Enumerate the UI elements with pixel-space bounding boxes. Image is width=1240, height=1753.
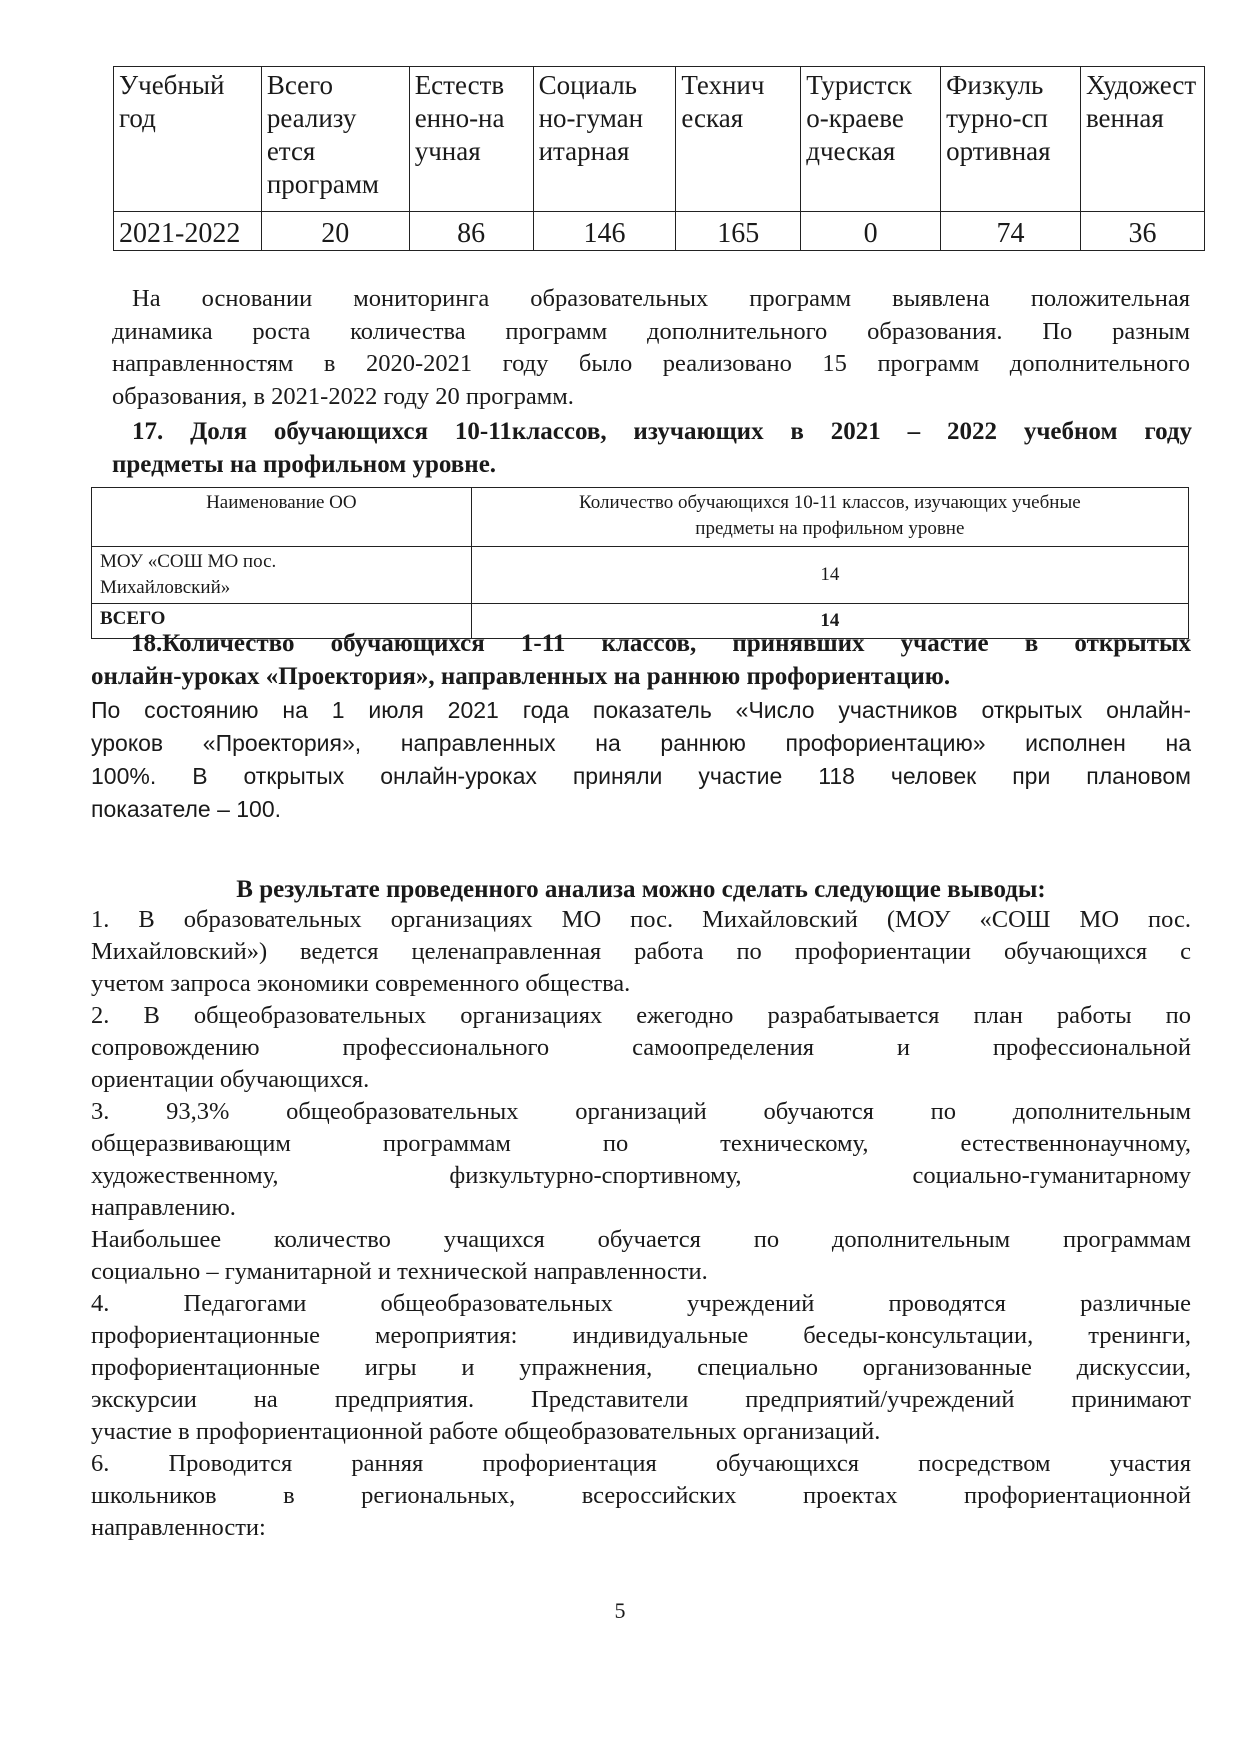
text-line: Михайловский») ведется целенаправленная работа по профориентации обучающихся с [91,938,1191,965]
header-cell-sport: Физкуль турно-сп ортивная [941,67,1081,212]
text-line: По состоянию на 1 июля 2021 года показатель «Число участников открытых онлайн- [91,697,1191,723]
header-text: Количество обучающихся 10-11 классов, изучающих учебные [579,492,1081,513]
text-line: профориентационные игры и упражнения, специально организованные дискуссии, [91,1354,1191,1381]
total-label-cell: ВСЕГО [92,604,472,639]
text-line: направленностям в 2020-2021 году было реализовано 15 программ дополнительного [112,350,1190,377]
text-line: учетом запроса экономики современного общества. [91,970,631,997]
conclusion-item [91,1448,1191,1544]
text-line: социально – гуманитарной и технической направленности. [91,1258,708,1285]
section-17-heading [112,416,1192,481]
text-line: На основании мониторинга образовательных программ выявлена положительная [132,285,1190,312]
text-line: 17. Доля обучающихся 10-11классов, изучающих в 2021 – 2022 учебном году [132,418,1192,445]
table-cell: 146 [533,212,676,251]
count-cell: 14 [471,547,1188,604]
section-18-heading [91,628,1191,693]
table-cell: 74 [941,212,1081,251]
text-line: общеразвивающим программам по техническому, естественнонаучному, [91,1130,1191,1157]
page-number: 5 [614,1598,626,1623]
table-cell: 165 [676,212,801,251]
text-line: 1. В образовательных организациях МО пос. Михайловский (МОУ «СОШ МО пос. [91,906,1191,933]
conclusion-item [91,1224,1191,1288]
table-cell: 86 [409,212,533,251]
text-line: направленности: [91,1514,266,1541]
header-cell-org-name: Наименование ОО [92,488,472,547]
conclusions-title: В результате проведенного анализа можно сделать следующие выводы: [236,876,1046,903]
table-row [92,547,1189,604]
header-cell-tourism: Туристск о-краеве дческая [801,67,941,212]
programs-table-header-row [114,67,1205,212]
text-line: динамика роста количества программ дополнительного образования. По разным [112,317,1190,345]
header-cell-year: Учебный год [114,67,262,212]
text-line: образования, в 2021-2022 году 20 программ. [112,382,574,410]
text-line: 3. 93,3% общеобразовательных организаций обучаются по дополнительным [91,1098,1191,1125]
header-text: предметы на профильном уровне [695,518,965,539]
table-cell: 0 [801,212,941,251]
org-name-text: МОУ «СОШ МО пос. [100,551,277,572]
text-line: направлению. [91,1194,236,1221]
text-line: 2. В общеобразовательных организациях ежегодно разрабатывается план работы по [91,1002,1191,1029]
conclusion-item [91,1096,1191,1224]
org-name-text: Михайловский» [100,577,231,598]
conclusion-item [91,904,1191,1000]
text-line: участие в профориентационной работе общеобразовательных организаций. [91,1418,881,1445]
text-line: уроков «Проектория», направленных на раннюю профориентацию» исполнен на [91,730,1191,756]
text-line: школьников в региональных, всероссийских проектах профориентационной [91,1482,1191,1509]
org-name-cell [92,547,472,604]
header-cell-total: Всего реализу ется программ [261,67,409,212]
text-line: 100%. В открытых онлайн-уроках приняли участие 118 человек при плановом [91,763,1191,789]
profile-students-table [91,487,1189,639]
header-cell-technical: Технич еская [676,67,801,212]
table-cell: 36 [1080,212,1204,251]
text-line: онлайн-уроках «Проектория», направленных на раннюю профориентацию. [91,662,951,690]
total-value-cell: 14 [471,604,1188,639]
table-cell: 2021-2022 [114,212,262,251]
table-row [114,212,1205,251]
header-cell-count [471,488,1188,547]
programs-table [113,66,1205,251]
conclusion-item [91,1288,1191,1448]
text-line: профориентационные мероприятия: индивидуальные беседы-консультации, тренинги, [91,1322,1191,1349]
conclusion-item [91,1000,1191,1096]
text-line: экскурсии на предприятия. Представители предприятий/учреждений принимают [91,1386,1191,1413]
monitoring-paragraph [112,283,1190,413]
header-cell-art: Художест венная [1080,67,1204,212]
text-line: 4. Педагогами общеобразовательных учреждений проводятся различные [91,1290,1191,1317]
header-cell-science: Естеств енно-на учная [409,67,533,212]
profile-table-header-row [92,488,1189,547]
text-line: 18.Количество обучающихся 1-11 классов, принявших участие в открытых [131,630,1191,657]
header-cell-social: Социаль но-гуман итарная [533,67,676,212]
text-line: показателе – 100. [91,796,282,822]
text-line: ориентации обучающихся. [91,1066,370,1093]
text-line: 6. Проводится ранняя профориентация обучающихся посредством участия [91,1450,1191,1477]
text-line: художественному, физкультурно-спортивному, социально-гуманитарному [91,1162,1191,1189]
conclusions-list [91,904,1191,1544]
text-line: предметы на профильном уровне. [112,450,497,478]
table-cell: 20 [261,212,409,251]
proektoria-paragraph [91,694,1191,826]
text-line: Наибольшее количество учащихся обучается по дополнительным программам [91,1226,1191,1253]
text-line: сопровождению профессионального самоопределения и профессиональной [91,1034,1191,1061]
